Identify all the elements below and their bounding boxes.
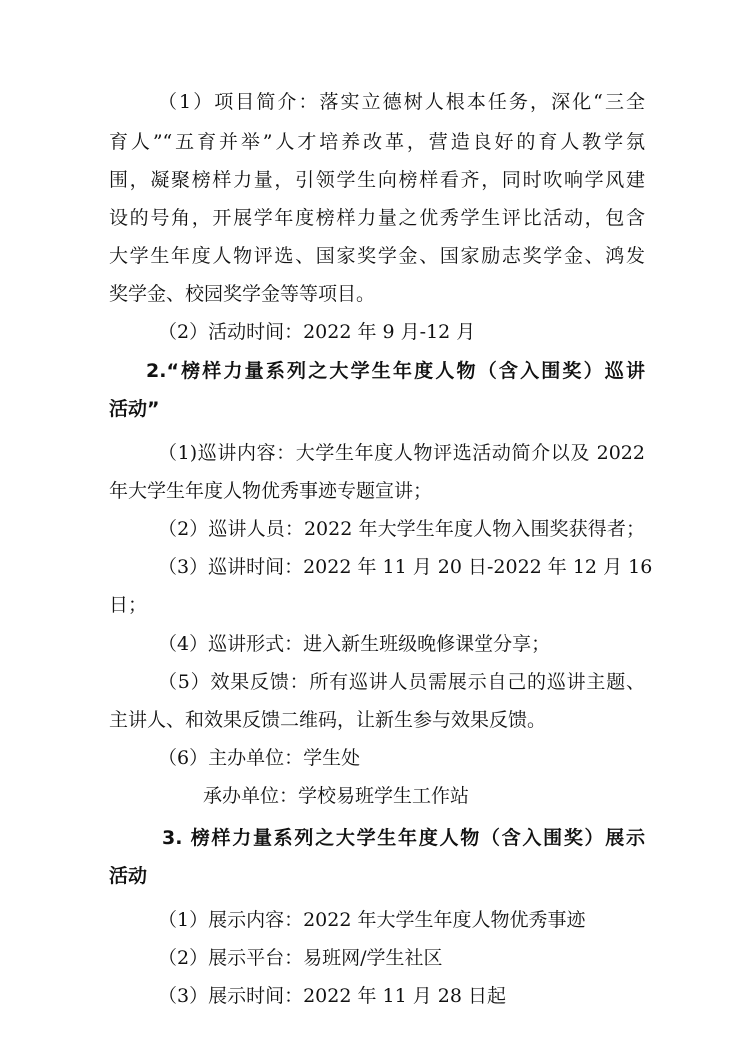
tour-form: （4）巡讲形式：进入新生班级晚修课堂分享； — [158, 633, 551, 655]
tour-content-line-1: （1)巡讲内容：大学生年度人物评选活动简介以及 2022 — [158, 442, 645, 464]
section-3-heading-line-1: 3. 榜样力量系列之大学生年度人物（含入围奖）展示 — [162, 827, 645, 849]
display-content: （1）展示内容：2022 年大学生年度人物优秀事迹 — [158, 909, 586, 931]
project-intro-line-1: （1）项目简介：落实立德树人根本任务，深化“三全 — [158, 91, 645, 113]
display-time: （3）展示时间：2022 年 11 月 28 日起 — [158, 985, 506, 1007]
section-2-heading-line-2: 活动” — [109, 398, 160, 420]
section-3-heading-line-2: 活动 — [109, 865, 148, 887]
section-2-heading-line-1: 2.“榜样力量系列之大学生年度人物（含入围奖）巡讲 — [146, 360, 645, 382]
activity-time: （2）活动时间：2022 年 9 月-12 月 — [158, 321, 476, 343]
organizer: （6）主办单位：学生处 — [158, 747, 361, 769]
tour-personnel: （2）巡讲人员：2022 年大学生年度人物入围奖获得者； — [158, 518, 645, 540]
project-intro-line-2: 育人”“五育并举”人才培养改革，营造良好的育人教学氛 — [109, 131, 645, 153]
feedback-line-1: （5）效果反馈：所有巡讲人员需展示自己的巡讲主题、 — [158, 671, 645, 693]
project-intro-line-6: 奖学金、校园奖学金等等项目。 — [109, 283, 376, 305]
project-intro-line-5: 大学生年度人物评选、国家奖学金、国家励志奖学金、鸿发 — [109, 245, 645, 267]
feedback-line-2: 主讲人、和效果反馈二维码，让新生参与效果反馈。 — [109, 709, 547, 731]
project-intro-line-4: 设的号角，开展学年度榜样力量之优秀学生评比活动，包含 — [109, 207, 645, 229]
tour-time-line-1: （3）巡讲时间：2022 年 11 月 20 日-2022 年 12 月 16 — [158, 556, 653, 578]
co-organizer: 承办单位：学校易班学生工作站 — [203, 785, 470, 807]
tour-time-line-2: 日； — [109, 594, 148, 616]
display-platform: （2）展示平台：易班网/学生社区 — [158, 947, 443, 969]
tour-content-line-2: 年大学生年度人物优秀事迹专题宣讲； — [109, 480, 433, 502]
project-intro-line-3: 围，凝聚榜样力量，引领学生向榜样看齐，同时吹响学风建 — [109, 169, 645, 191]
